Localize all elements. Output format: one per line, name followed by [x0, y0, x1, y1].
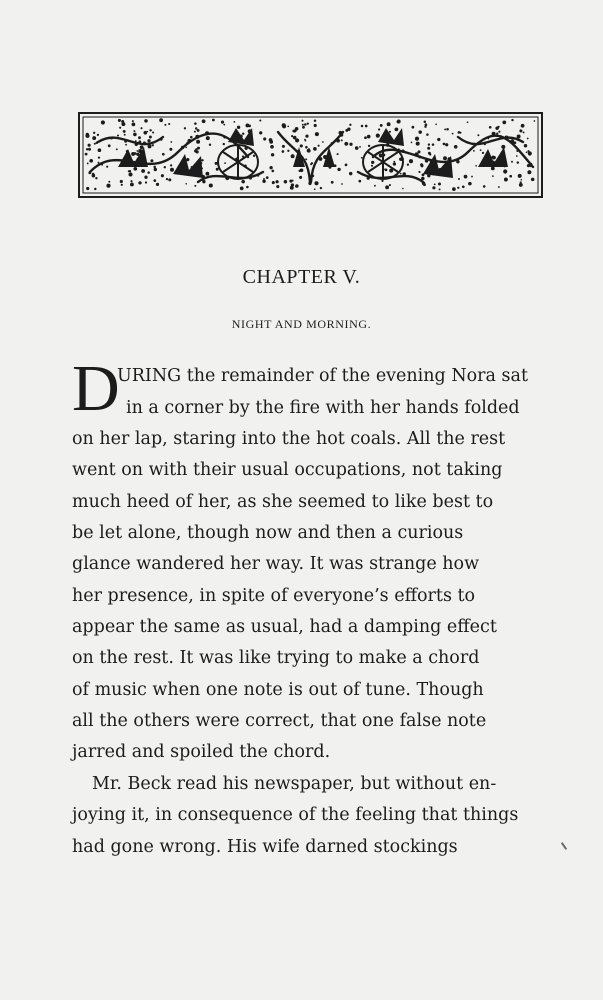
body-line: joying it, in consequence of the feeling that things	[72, 805, 519, 825]
body-line: in a corner by the fire with her hands folded	[126, 398, 520, 418]
body-line: had gone wrong. His wife darned stockings	[72, 837, 458, 857]
body-line: on the rest. It was like trying to make a chord	[72, 648, 480, 668]
body-line: appear the same as usual, had a damping effect	[72, 617, 497, 637]
body-line: jarred and spoiled the chord.	[72, 742, 331, 762]
body-line: Mr. Beck read his newspaper, but without en-	[92, 774, 497, 794]
body-line: her presence, in spite of everyone’s efforts to	[72, 586, 476, 606]
body-line: of music when one note is out of tune. Though	[72, 680, 484, 700]
body-line: on her lap, staring into the hot coals. All the rest	[72, 429, 506, 449]
body-line: be let alone, though now and then a curious	[72, 523, 464, 543]
body-line: went on with their usual occupations, not taking	[72, 460, 503, 480]
drop-cap: D	[72, 356, 120, 422]
chapter-title: CHAPTER V.	[242, 266, 361, 288]
body-line: all the others were correct, that one false note	[72, 711, 487, 731]
body-line: much heed of her, as she seemed to like best to	[72, 492, 494, 512]
thistle-ornament-banner	[78, 112, 543, 198]
body-line: URING the remainder of the evening Nora sat	[117, 366, 528, 386]
margin-mark	[561, 842, 567, 850]
chapter-subtitle: NIGHT AND MORNING.	[231, 317, 372, 331]
body-line: glance wandered her way. It was strange how	[72, 554, 480, 574]
